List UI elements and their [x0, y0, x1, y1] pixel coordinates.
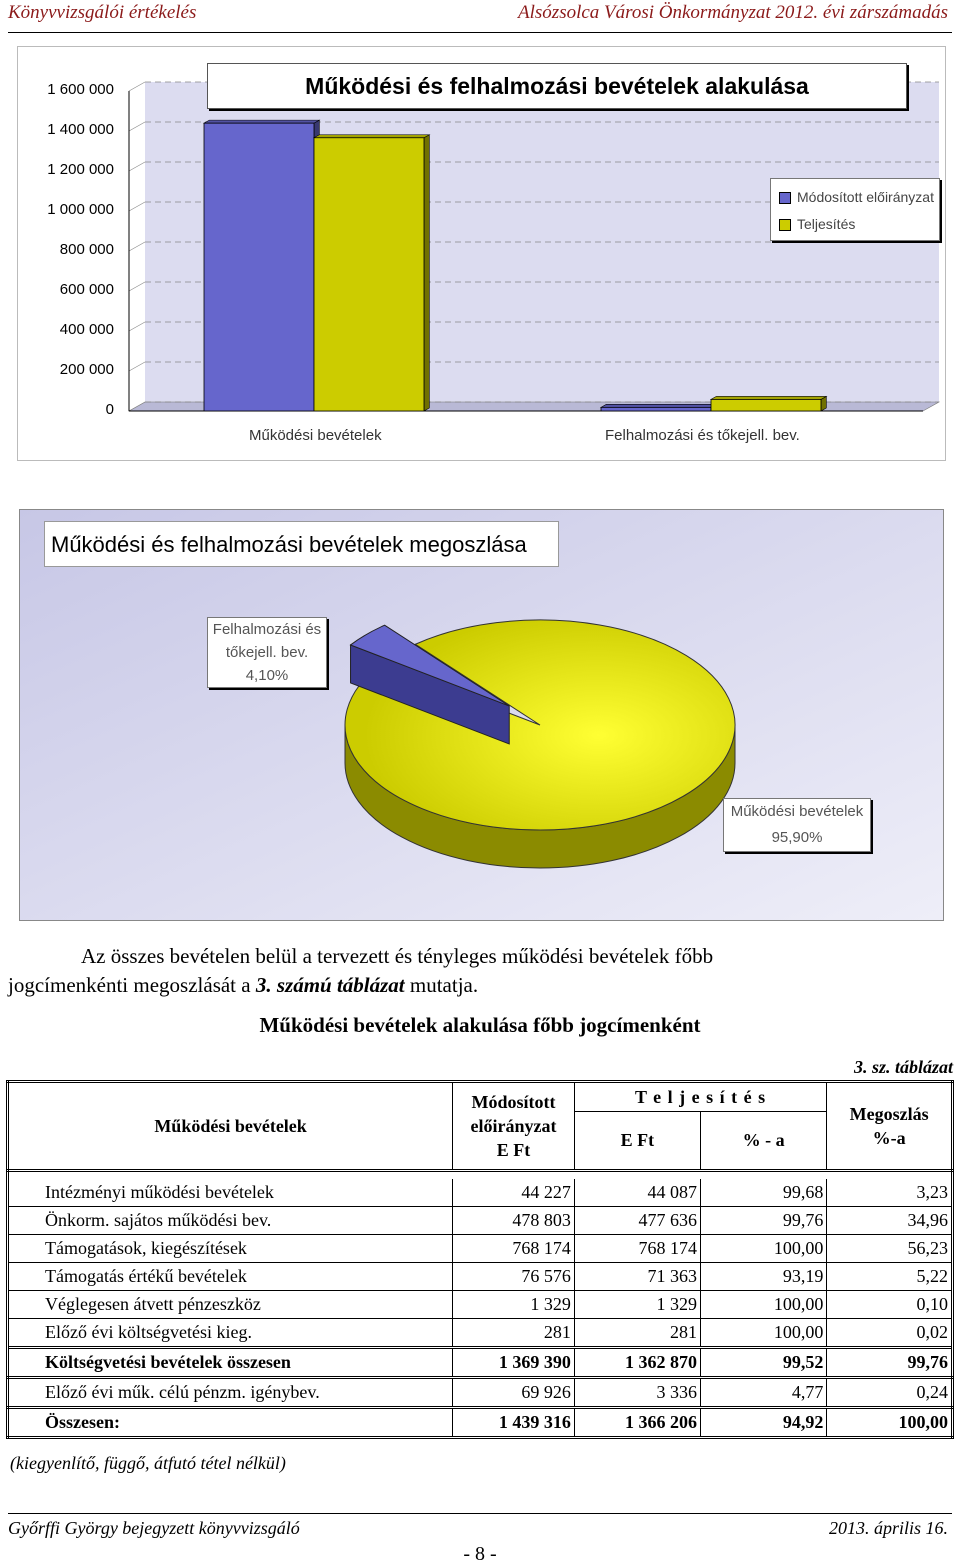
row-label: Intézményi működési bevételek — [8, 1179, 453, 1207]
bar — [601, 404, 716, 411]
pie-label-mukodesi — [723, 798, 871, 852]
table-spacer — [8, 1171, 953, 1179]
row-value: 1 366 206 — [574, 1407, 700, 1437]
pie-label-line: Működési bevételek — [730, 803, 864, 820]
paragraph-line — [8, 971, 954, 1000]
pie-chart-title: Működési és felhalmozási bevételek megoszlása — [44, 521, 559, 567]
legend-label: Teljesítés — [797, 216, 856, 232]
row-value: 71 363 — [574, 1262, 700, 1290]
bar-top — [711, 396, 826, 399]
y-tick-label: 400 000 — [59, 321, 114, 338]
header-line: Megoszlás — [849, 1104, 929, 1124]
row-value: 99,76 — [700, 1206, 826, 1234]
bar-front — [711, 399, 821, 411]
table-number: 3. sz. táblázat — [853, 1057, 953, 1077]
page-number: - 8 - — [463, 1543, 497, 1565]
header-eft: E Ft — [574, 1112, 700, 1171]
row-value: 3 336 — [574, 1377, 700, 1407]
table-title: Működési bevételek alakulása főbb jogcímenként — [259, 1013, 701, 1037]
bar — [711, 396, 826, 411]
header-line: %-a — [872, 1128, 906, 1148]
row-value: 44 227 — [453, 1179, 575, 1207]
header-line: E Ft — [496, 1140, 531, 1160]
pie-chart-canvas — [20, 510, 943, 920]
y-tick-label: 1 600 000 — [47, 81, 114, 98]
footer-left: Győrffi György bejegyzett könyvvizsgáló — [8, 1518, 300, 1538]
row-value: 478 803 — [453, 1206, 575, 1234]
footer-right: 2013. április 16. — [828, 1518, 948, 1538]
y-tick-label: 600 000 — [59, 281, 114, 298]
table-header-row — [8, 1082, 953, 1112]
row-value: 5,22 — [827, 1262, 953, 1290]
row-value: 56,23 — [827, 1234, 953, 1262]
legend-item — [779, 188, 934, 206]
table-row — [8, 1234, 953, 1262]
row-value: 34,96 — [827, 1206, 953, 1234]
bar — [314, 135, 429, 411]
row-value: 1 362 870 — [574, 1347, 700, 1377]
subtotal-row — [8, 1347, 953, 1377]
page-header — [0, 0, 960, 34]
grid-diagonal — [129, 162, 145, 171]
paragraph-text: jogcímenkénti megoszlását a — [8, 973, 256, 997]
row-label: Előző évi költségvetési kieg. — [8, 1318, 453, 1347]
y-tick-label: 800 000 — [59, 241, 114, 258]
row-value: 99,52 — [700, 1347, 826, 1377]
header-line: Módosított — [471, 1092, 556, 1112]
table-note: (kiegyenlítő, függő, átfutó tétel nélkül) — [10, 1453, 286, 1473]
row-value: 99,76 — [827, 1347, 953, 1377]
pie-label-line: tőkejell. bev. — [225, 644, 309, 661]
row-label: Önkorm. sajátos működési bev. — [8, 1206, 453, 1234]
row-label: Támogatás értékű bevételek — [8, 1262, 453, 1290]
row-label: Támogatások, kiegészítések — [8, 1234, 453, 1262]
row-value: 0,10 — [827, 1290, 953, 1318]
header-left: Könyvvizsgálói értékelés — [8, 2, 197, 23]
bar-category-label: Felhalmozási és tőkejell. bev. — [605, 427, 800, 444]
table-body — [8, 1179, 953, 1438]
bar-side — [424, 135, 429, 411]
row-value: 1 329 — [453, 1290, 575, 1318]
grid-diagonal — [129, 322, 145, 331]
body-paragraph — [8, 942, 954, 1000]
row-value: 4,77 — [700, 1377, 826, 1407]
y-tick-label: 1 200 000 — [47, 161, 114, 178]
total-row — [8, 1407, 953, 1437]
row-value: 69 926 — [453, 1377, 575, 1407]
row-value: 281 — [453, 1318, 575, 1347]
row-value: 3,23 — [827, 1179, 953, 1207]
row-value: 1 369 390 — [453, 1347, 575, 1377]
spacer-cell — [8, 1171, 953, 1179]
legend-swatch — [779, 219, 791, 231]
row-value: 1 439 316 — [453, 1407, 575, 1437]
pie-label-line: Felhalmozási és — [212, 621, 322, 638]
paragraph-text: mutatja. — [404, 973, 479, 997]
row-value: 1 329 — [574, 1290, 700, 1318]
header-teljesites: T e l j e s í t é s — [574, 1082, 826, 1112]
row-label: Összesen: — [8, 1407, 453, 1437]
table-row — [8, 1377, 953, 1407]
bar-top — [601, 404, 716, 407]
row-value: 477 636 — [574, 1206, 700, 1234]
row-value: 94,92 — [700, 1407, 826, 1437]
bar-category-label: Működési bevételek — [249, 427, 382, 444]
row-label: Előző évi műk. célú pénzm. igénybev. — [8, 1377, 453, 1407]
y-tick-label: 200 000 — [59, 361, 114, 378]
pie-label-value: 4,10% — [245, 667, 289, 684]
pie-chart — [19, 509, 944, 921]
row-label: Költségvetési bevételek összesen — [8, 1347, 453, 1377]
bar-front — [314, 138, 424, 411]
grid-diagonal — [129, 202, 145, 211]
table-row — [8, 1262, 953, 1290]
table-row — [8, 1290, 953, 1318]
row-value: 93,19 — [700, 1262, 826, 1290]
legend-item — [779, 215, 855, 233]
row-value: 100,00 — [827, 1407, 953, 1437]
header-right: Alsózsolca Városi Önkormányzat 2012. évi zárszámadás — [518, 2, 948, 23]
paragraph-line: Az összes bevételen belül a tervezett és tényleges működési bevételek főbb — [81, 944, 714, 968]
pie-label-value: 95,90% — [771, 829, 823, 846]
row-value: 0,24 — [827, 1377, 953, 1407]
row-value: 768 174 — [574, 1234, 700, 1262]
bar-front — [204, 123, 314, 411]
row-label: Véglegesen átvett pénzeszköz — [8, 1290, 453, 1318]
revenue-table — [6, 1080, 954, 1439]
grid-diagonal — [129, 362, 145, 371]
bar-chart-legend — [770, 178, 940, 241]
table-reference: 3. számú táblázat — [255, 973, 405, 997]
grid-diagonal — [129, 282, 145, 291]
header-szazalek: % - a — [700, 1112, 826, 1171]
header-megoszlas — [827, 1082, 953, 1171]
bar-front — [601, 407, 711, 411]
pie-label-felhalmozasi — [207, 617, 327, 688]
footer-rule — [8, 1513, 952, 1514]
grid-diagonal — [129, 242, 145, 251]
row-value: 99,68 — [700, 1179, 826, 1207]
grid-diagonal — [129, 82, 145, 91]
table-row — [8, 1318, 953, 1347]
row-value: 0,02 — [827, 1318, 953, 1347]
y-tick-label: 0 — [105, 401, 114, 418]
row-value: 100,00 — [700, 1318, 826, 1347]
row-value: 100,00 — [700, 1234, 826, 1262]
table-row — [8, 1179, 953, 1207]
legend-swatch — [779, 192, 791, 204]
y-tick-label: 1 000 000 — [47, 201, 114, 218]
bar-top — [314, 135, 429, 138]
row-value: 100,00 — [700, 1290, 826, 1318]
row-value: 44 087 — [574, 1179, 700, 1207]
y-tick-label: 1 400 000 — [47, 121, 114, 138]
table-row — [8, 1206, 953, 1234]
header-rule — [8, 32, 952, 33]
bar-chart-title: Működési és felhalmozási bevételek alakulása — [207, 63, 907, 109]
row-value: 76 576 — [453, 1262, 575, 1290]
row-value: 281 — [574, 1318, 700, 1347]
grid-diagonal — [129, 122, 145, 131]
header-modositott — [453, 1082, 575, 1171]
row-value: 768 174 — [453, 1234, 575, 1262]
header-line: előirányzat — [470, 1116, 557, 1136]
bar — [204, 120, 319, 411]
bar-top — [204, 120, 319, 123]
legend-label: Módosított előirányzat — [797, 189, 934, 205]
header-mukodesi: Működési bevételek — [8, 1082, 453, 1171]
